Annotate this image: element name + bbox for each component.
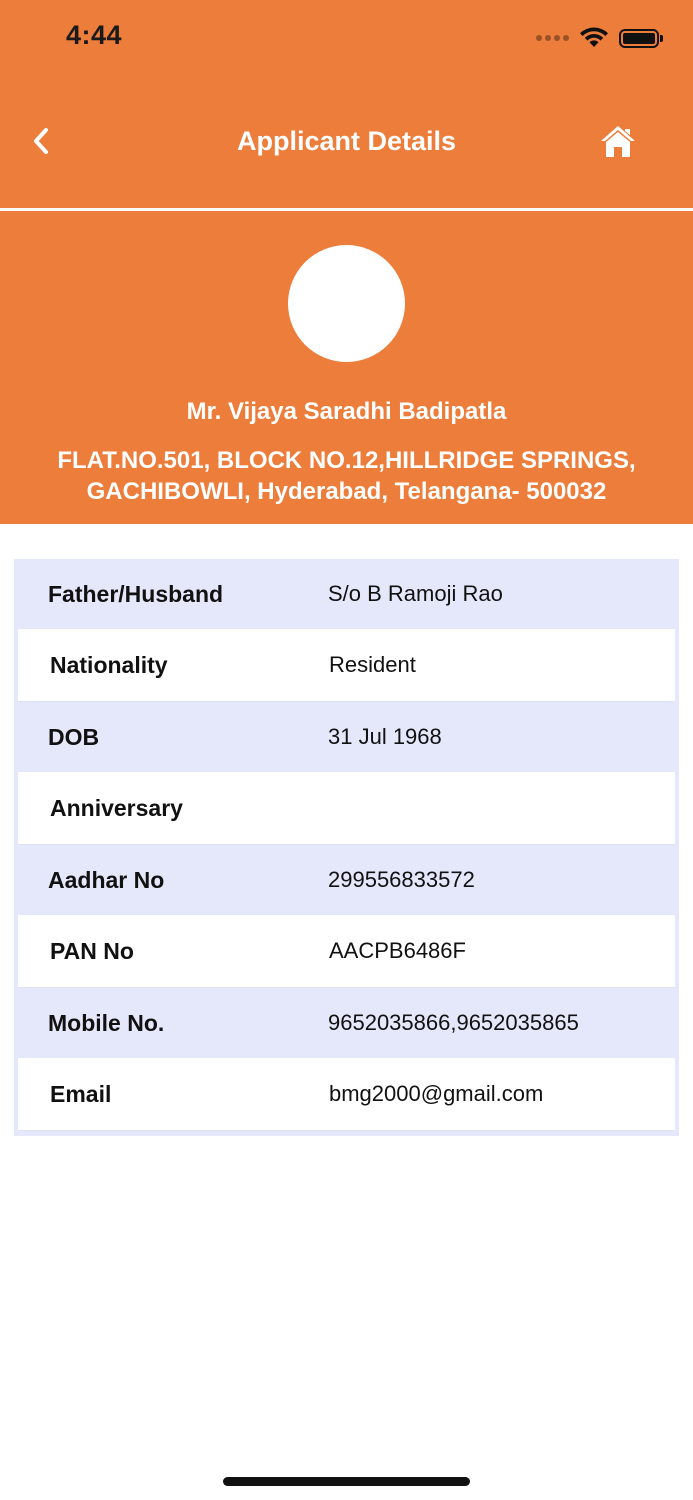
app-header — [0, 0, 693, 208]
home-indicator[interactable] — [223, 1477, 470, 1486]
detail-row-mobile — [14, 988, 679, 1058]
detail-value: 9652035866,9652035865 — [328, 1010, 579, 1035]
detail-label: Nationality — [50, 651, 168, 678]
detail-label: DOB — [48, 723, 100, 750]
detail-row-aadhar — [14, 845, 679, 915]
home-icon — [599, 123, 637, 159]
detail-value: Resident — [329, 652, 416, 677]
detail-row-email — [18, 1058, 675, 1131]
detail-label: Father/Husband — [48, 580, 224, 607]
detail-value: 31 Jul 1968 — [328, 724, 442, 749]
detail-label: Aadhar No — [48, 866, 165, 893]
home-button[interactable] — [599, 122, 637, 160]
detail-row-dob — [14, 702, 679, 772]
back-button[interactable] — [26, 122, 56, 160]
avatar — [288, 245, 405, 362]
page-title: Applicant Details — [236, 126, 457, 156]
detail-row-father-husband — [14, 559, 679, 629]
status-icons — [536, 24, 659, 52]
applicant-name: Mr. Vijaya Saradhi Badipatla — [186, 398, 507, 425]
detail-value: bmg2000@gmail.com — [329, 1081, 544, 1106]
detail-label: Mobile No. — [48, 1009, 165, 1036]
applicant-address: FLAT.NO.501, BLOCK NO.12,HILLRIDGE SPRINGS, GACHIBOWLI, Hyderabad, Telangana- 500032 — [57, 447, 636, 505]
profile-section — [0, 211, 693, 524]
detail-label: Anniversary — [50, 794, 183, 821]
detail-row-pan — [18, 915, 675, 988]
detail-row-anniversary — [18, 772, 675, 845]
wifi-icon — [579, 27, 609, 49]
detail-value: 299556833572 — [328, 867, 475, 892]
detail-label: PAN No — [50, 937, 134, 964]
detail-value: S/o B Ramoji Rao — [328, 581, 503, 606]
details-table — [14, 559, 679, 1136]
detail-row-nationality — [18, 629, 675, 702]
cellular-signal-icon — [536, 35, 569, 41]
chevron-left-icon — [31, 126, 51, 156]
detail-label: Email — [50, 1080, 112, 1107]
detail-value: AACPB6486F — [329, 938, 466, 963]
status-time: 4:44 — [66, 20, 123, 50]
battery-icon — [619, 29, 659, 48]
